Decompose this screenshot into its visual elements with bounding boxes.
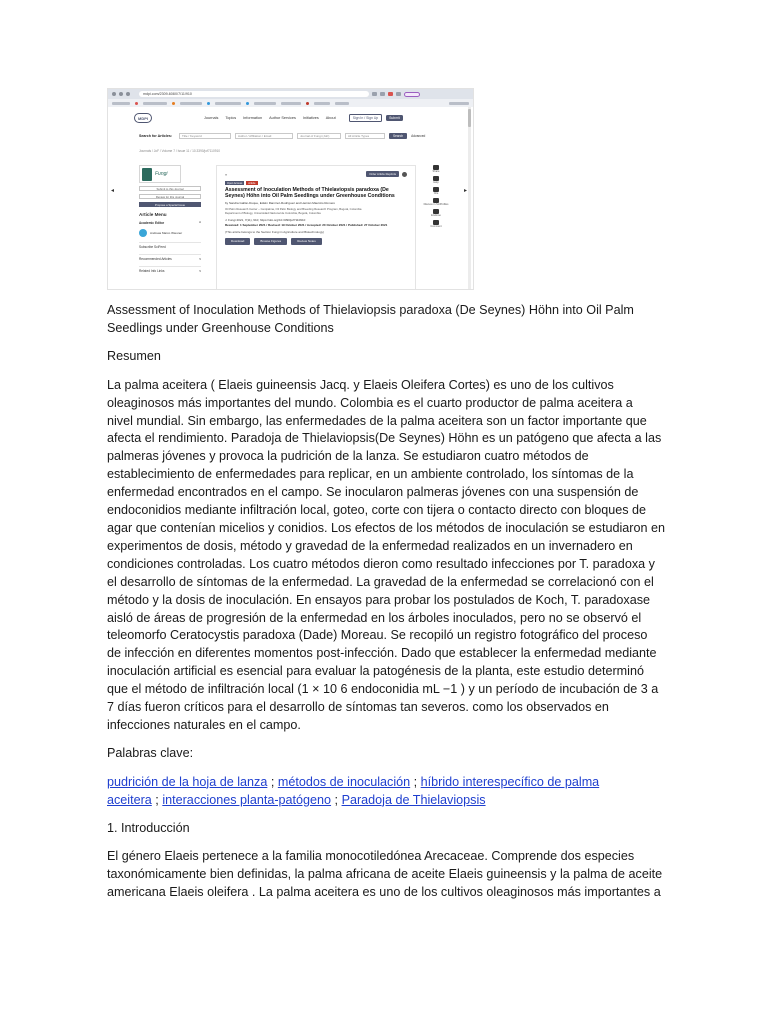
intro-line: El género Elaeis pertenece a la familia monocotiledónea Arecaceae. Comprende dos especies bbox=[107, 849, 635, 864]
abstract-line: infecciones naturales en el campo. bbox=[107, 717, 301, 732]
propose-special-issue-button[interactable]: Propose a Special Issue bbox=[139, 202, 201, 207]
site-nav bbox=[204, 116, 336, 120]
journal-select[interactable]: Journal of Fungi (JoF) bbox=[297, 133, 341, 139]
bookmark-item[interactable] bbox=[254, 102, 276, 105]
bookmark-item[interactable] bbox=[180, 102, 202, 105]
sidebar-link-scifeed[interactable] bbox=[139, 242, 201, 249]
review-journal-button[interactable]: Review for this Journal bbox=[139, 194, 201, 199]
sidebar-link-recommended[interactable] bbox=[139, 254, 201, 261]
browser-toolbar bbox=[108, 89, 473, 99]
bookmark-icon bbox=[207, 102, 210, 105]
resumen-heading: Resumen bbox=[107, 349, 161, 364]
abstract-line: inoculación artificial es esencial para evaluar la patogénesis de la planta, este estudio determinó bbox=[107, 664, 644, 679]
abstract-line: 7 días fueron críticos para el desarrollo de síntomas tan severos. como los observados en bbox=[107, 700, 609, 715]
keyword-separator: ; bbox=[151, 792, 163, 807]
nav-author-services[interactable]: Author Services bbox=[269, 116, 296, 120]
bookmark-item[interactable] bbox=[143, 102, 167, 105]
submit-button[interactable]: Submit bbox=[386, 115, 403, 121]
keywords-heading: Palabras clave: bbox=[107, 746, 194, 761]
search-label: Search for Articles: bbox=[139, 134, 173, 138]
abstract-line: establecimiento de enfermedades para replicar, en un ambiente controlado, los síntomas de la bbox=[107, 467, 634, 482]
mdpi-page bbox=[108, 107, 473, 290]
abstract-line: enfermedad encontrados en el campo. Se inocularon palmeras jóvenes con una suspensión de bbox=[107, 485, 639, 500]
bookmark-item[interactable] bbox=[215, 102, 241, 105]
article-search bbox=[139, 132, 439, 140]
discuss-label: Discuss in SciProfiles bbox=[423, 203, 449, 206]
order-reprints-button[interactable]: Order Article Reprints bbox=[366, 171, 399, 177]
keyword-link[interactable]: métodos de inoculación bbox=[277, 774, 411, 789]
article-card-toolbar bbox=[225, 171, 407, 177]
abstract-line: endoconidios mediante infiltración local, goteo, corte con tijera o contacto directo con bloques de bbox=[107, 503, 647, 518]
abstract-line: de infección en diferentes momentos post-infección. Dado que establecer la enfermedad mediante bbox=[107, 646, 657, 661]
keyword-link[interactable]: aceitera bbox=[107, 792, 152, 807]
affiliation: Department of Biology, Universidad Nacional de Colombia, Bogotá, Colombia bbox=[225, 210, 321, 215]
bookmark-icon bbox=[306, 102, 309, 105]
cite-label: Cite bbox=[433, 192, 439, 195]
article-type-select[interactable]: All Article Types bbox=[345, 133, 385, 139]
abstract-line: agar que contenían micelios y conidios. Los efectos de los métodos de inoculación se estudiaron en bbox=[107, 520, 665, 535]
keyword-separator: ; bbox=[410, 774, 421, 789]
bookmark-icon bbox=[246, 102, 249, 105]
article-authors[interactable]: by Sandra Gallón-Duque, Edwin Ramírez-Rodríguez and Hernán Mauricio Romero bbox=[225, 201, 336, 205]
editor-name: Andreas Marco Wiesner bbox=[150, 231, 183, 235]
advanced-search-link[interactable]: Advanced bbox=[411, 134, 426, 138]
keyword-link[interactable]: pudrición de la hoja de lanza bbox=[107, 774, 268, 789]
bookmark-item[interactable] bbox=[449, 102, 469, 105]
article-section: (This article belongs to the Section Fungi in Agriculture and Biotechnology) bbox=[225, 229, 325, 234]
title-line: Seedlings under Greenhouse Conditions bbox=[107, 320, 334, 335]
article-card bbox=[216, 165, 416, 290]
help-tool[interactable] bbox=[433, 176, 439, 184]
profile-button[interactable] bbox=[404, 92, 420, 97]
journal-name: Fungi bbox=[155, 171, 168, 177]
back-icon[interactable] bbox=[112, 92, 116, 96]
extension-icon[interactable] bbox=[396, 92, 401, 96]
site-header bbox=[134, 110, 444, 126]
article-actions bbox=[225, 238, 407, 245]
comment-tool[interactable] bbox=[430, 220, 441, 228]
editor-avatar bbox=[139, 229, 147, 237]
share-label: Share bbox=[432, 170, 440, 173]
abstract-line: experimentos de dosis, método y gravedad de la enfermedad realizados en un invernadero en bbox=[107, 538, 633, 553]
extension-icon[interactable] bbox=[380, 92, 385, 96]
author-input[interactable]: Author / Affiliation / Email bbox=[235, 133, 293, 139]
scrollbar-thumb[interactable] bbox=[468, 109, 471, 127]
nav-initiatives[interactable]: Initiatives bbox=[302, 116, 319, 120]
discuss-tool[interactable] bbox=[424, 198, 449, 206]
sidebar-link-label: Recommended Articles bbox=[139, 257, 172, 261]
intro-line: taxonómicamente bien definidas, la palma africana de aceite Elaeis guineensis y la palma de aceite bbox=[107, 867, 663, 882]
open-access-badge: Open Access bbox=[227, 181, 243, 185]
academic-editor-label: Academic Editor bbox=[139, 221, 165, 225]
article-type-badge: Article bbox=[248, 181, 256, 185]
comment-label: Comment bbox=[430, 225, 442, 228]
intro-paragraph bbox=[107, 848, 707, 902]
bookmark-item[interactable] bbox=[112, 102, 130, 105]
article-sidebar bbox=[139, 165, 205, 290]
bookmark-icon bbox=[172, 102, 175, 105]
help-label: Help bbox=[433, 181, 439, 184]
abstract-paragraph bbox=[107, 377, 707, 735]
chevron-up-icon: ^ bbox=[199, 221, 201, 225]
keyword-link[interactable]: interacciones planta-patógeno bbox=[162, 792, 332, 807]
bookmark-item[interactable] bbox=[281, 102, 301, 105]
extension-icon[interactable] bbox=[388, 92, 393, 96]
endorse-label: Endorse bbox=[431, 214, 441, 217]
keyword-link[interactable]: Paradoja de Thielaviopsis bbox=[341, 792, 486, 807]
bookmark-icon bbox=[135, 102, 138, 105]
collapse-sidebar-icon[interactable]: « bbox=[225, 171, 228, 177]
sidebar-link-label: Subscribe SciFeed bbox=[139, 245, 166, 249]
scrollbar[interactable] bbox=[468, 107, 471, 290]
affiliation: Oil Palm Research Center – Cenipalma, Oil Palm Biology and Breeding Research Program, Bogotá, Colombia bbox=[225, 207, 362, 211]
bookmark-item[interactable] bbox=[314, 102, 330, 105]
sidebar-link-related[interactable] bbox=[139, 266, 201, 273]
sidebar-link-label: Related Info Links bbox=[139, 269, 165, 273]
abstract-line: afecta el rendimiento. Paradoja de Thielaviopsis(De Seynes) Höhn es un patógeno que afecta a las bbox=[107, 431, 662, 446]
submit-journal-button[interactable]: Submit to this Journal bbox=[139, 186, 201, 191]
settings-icon[interactable] bbox=[402, 172, 407, 177]
editor-entry[interactable] bbox=[139, 229, 205, 237]
abstract-line: nivel mundial. Sin embargo, las enfermedades de la palma aceitera son un factor importante que bbox=[107, 413, 647, 428]
abstract-line: aisló de áreas de progresión de la enfermedad en los árboles inoculados, pero no se observó el bbox=[107, 610, 642, 625]
journal-logo-mark bbox=[142, 168, 152, 181]
share-tool[interactable] bbox=[433, 165, 440, 173]
right-arrow-icon[interactable]: ▸ bbox=[464, 188, 468, 194]
academic-editor-toggle[interactable] bbox=[139, 221, 201, 225]
chevron-down-icon: v bbox=[199, 257, 201, 261]
intro-line: americana Elaeis oleifera . La palma aceitera es uno de los cultivos oleaginosos más importantes a bbox=[107, 885, 661, 900]
url-bar[interactable]: mdpi.com/2309-608X/7/11/910 bbox=[139, 91, 369, 97]
browse-figures-button[interactable]: Browse Figures bbox=[254, 238, 287, 245]
keywords-list bbox=[107, 774, 707, 810]
title-keyword-input[interactable]: Title / Keyword bbox=[179, 133, 231, 139]
keyword-separator: ; bbox=[267, 774, 278, 789]
keyword-separator: ; bbox=[331, 792, 342, 807]
article-dates: Received: 1 September 2021 / Revised: 19 October 2021 / Accepted: 20 October 2021 / Published: 27 October 2021 bbox=[225, 223, 388, 228]
forward-icon[interactable] bbox=[119, 92, 123, 96]
nav-information[interactable]: Information bbox=[243, 116, 263, 120]
document-title bbox=[107, 302, 707, 338]
embedded-screenshot bbox=[107, 88, 474, 290]
intro-heading: 1. Introducción bbox=[107, 821, 190, 836]
search-button[interactable]: Search bbox=[389, 133, 407, 139]
article-title: Assessment of Inoculation Methods of Thielaviopsis paradoxa (De Seynes) Höhn into Oil Palm Seedlings under Greenhouse Conditions bbox=[225, 187, 395, 199]
nav-topics[interactable]: Topics bbox=[225, 116, 237, 120]
article-menu-heading: Article Menu bbox=[139, 212, 167, 217]
abstract-line: oleaginosos más importantes del mundo. Colombia es el cuarto productor de palma aceitera a bbox=[107, 395, 633, 410]
mdpi-logo[interactable]: MDPI bbox=[134, 113, 152, 123]
bookmark-item[interactable] bbox=[335, 102, 349, 105]
abstract-line: el desarrollo de síntomas de la enfermedad. La gravedad de la enfermedad se correlacionó con el bbox=[107, 574, 654, 589]
cite-tool[interactable] bbox=[433, 187, 439, 195]
endorse-tool[interactable] bbox=[431, 209, 441, 217]
left-arrow-icon[interactable]: ◂ bbox=[111, 188, 115, 194]
abstract-line: La palma aceitera ( Elaeis guineensis Jacq. y Elaeis Oleifera Cortes) es uno de los cultivos bbox=[107, 377, 614, 392]
article-affiliations bbox=[225, 208, 407, 215]
bookmarks-bar bbox=[108, 99, 473, 107]
document-body bbox=[107, 302, 707, 902]
abstract-line: condiciones controladas. Los cuatro métodos dieron como resultado infecciones por T. paradoxa y bbox=[107, 556, 655, 571]
breadcrumb: Journals / JoF / Volume 7 / Issue 11 / 10.3390/jof7110910 bbox=[139, 149, 221, 153]
signin-button[interactable]: Sign In / Sign Up bbox=[349, 114, 382, 122]
download-button[interactable]: Download bbox=[225, 238, 250, 245]
article-tools bbox=[423, 165, 449, 228]
journal-logo[interactable] bbox=[139, 165, 181, 183]
reload-icon[interactable] bbox=[126, 92, 130, 96]
review-notes-button[interactable]: Review Notes bbox=[291, 238, 322, 245]
abstract-line: palmeras jóvenes y provoca la pudrición de la lanza. Se estudiaron cuatro métodos de bbox=[107, 449, 589, 464]
abstract-line: teleomorfo Ceratocystis paradoxa (Dade) Moreau. Se recopiló un registro fotográfico del proceso bbox=[107, 628, 648, 643]
nav-journals[interactable]: Journals bbox=[204, 116, 219, 120]
chevron-down-icon: v bbox=[199, 269, 201, 273]
article-tags bbox=[225, 181, 407, 185]
keyword-link[interactable]: híbrido interespecífico de palma bbox=[420, 774, 600, 789]
article-citation[interactable]: J. Fungi 2021, 7(11), 910; https://doi.org/10.3390/jof7110910 bbox=[225, 218, 306, 223]
nav-about[interactable]: About bbox=[325, 116, 336, 120]
extension-icon[interactable] bbox=[372, 92, 377, 96]
abstract-line: método y la dosis de inoculación. En ensayos para probar los postulados de Koch, T. paradoxase bbox=[107, 592, 651, 607]
title-line: Assessment of Inoculation Methods of Thielaviopsis paradoxa (De Seynes) Höhn into Oil Palm bbox=[107, 303, 634, 317]
abstract-line: que el método de infiltración local (1 × 10 6 endoconidia mL −1 ) y un período de incubación de 3 a bbox=[107, 682, 659, 697]
